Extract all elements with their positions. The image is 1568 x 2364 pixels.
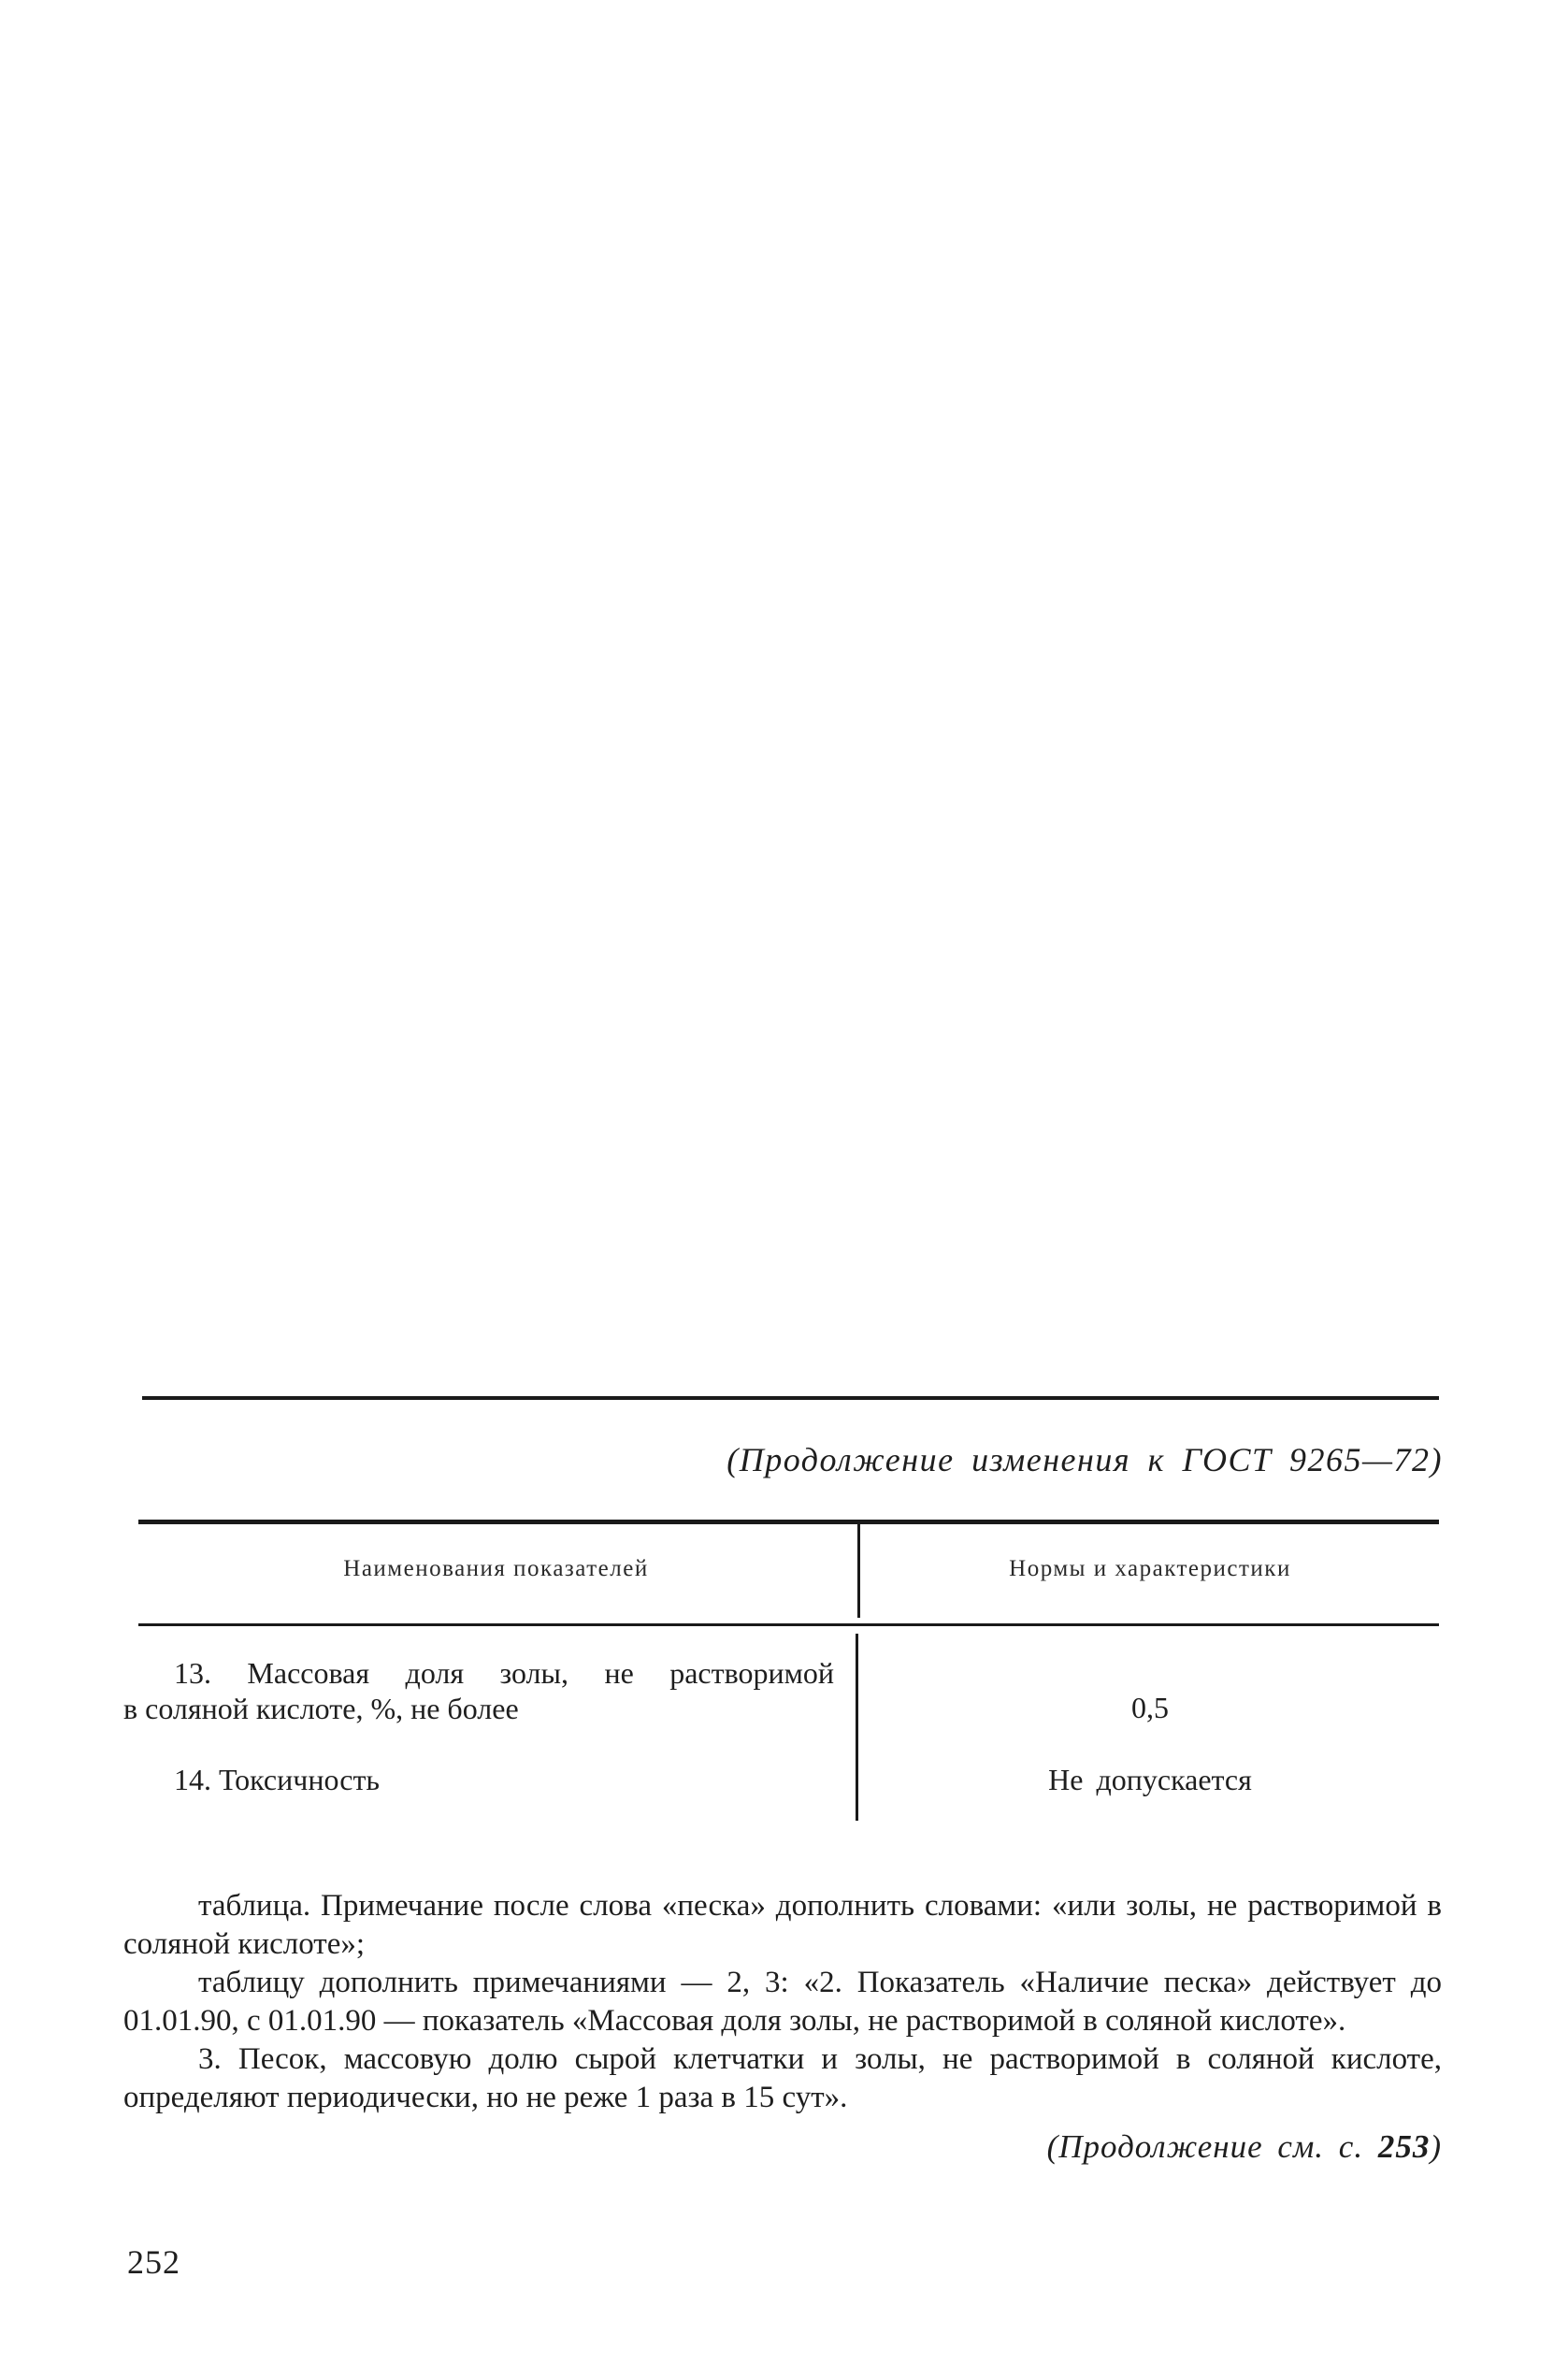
paragraph-note-3: 3. Песок, массовую долю сырой клетчатки и золы, не растворимой в соляной кислоте, определяют периодически, но не реже 1 раза в 15 сут». <box>123 2042 1442 2114</box>
column-divider <box>857 1524 860 1618</box>
table-row-13-name <box>123 1655 834 1726</box>
table-row-14-value: Не допускается <box>1048 1763 1252 1796</box>
table-row-14-name: 14. Токсичность <box>174 1763 381 1796</box>
table-top-rule <box>138 1520 1439 1524</box>
paragraph-table-note: таблица. Примечание после слова «песка» дополнить словами: «или золы, не растворимой в соляной кислоте»; <box>123 1889 1442 1961</box>
continuation-footer <box>1047 2128 1442 2166</box>
continuation-header: (Продолжение изменения к ГОСТ 9265—72) <box>726 1441 1443 1478</box>
row-13-name-line2: в соляной кислоте, %, не более <box>123 1692 519 1725</box>
row-13-name-line1: 13. Массовая доля золы, не растворимой <box>174 1656 834 1690</box>
paragraph-notes-added: таблицу дополнить примечаниями — 2, 3: «2. Показатель «Наличие песка» действует до 01.01.90, с 01.01.90 — показатель «Массовая доля золы, не растворимой в соляной кислоте». <box>123 1966 1442 2038</box>
continuation-footer-suffix: ) <box>1430 2128 1442 2165</box>
column-divider <box>856 1634 858 1821</box>
body-text <box>123 1887 1442 2117</box>
column-header-norms: Нормы и характеристики <box>1009 1556 1291 1581</box>
table-row-13-value: 0,5 <box>1131 1691 1169 1724</box>
column-header-name: Наименования показателей <box>343 1556 649 1581</box>
page-number: 252 <box>127 2243 180 2281</box>
table-header-rule <box>138 1623 1439 1626</box>
top-rule <box>142 1396 1439 1400</box>
continuation-footer-prefix: (Продолжение см. с. <box>1046 2128 1378 2165</box>
continuation-footer-page: 253 <box>1377 2128 1431 2165</box>
